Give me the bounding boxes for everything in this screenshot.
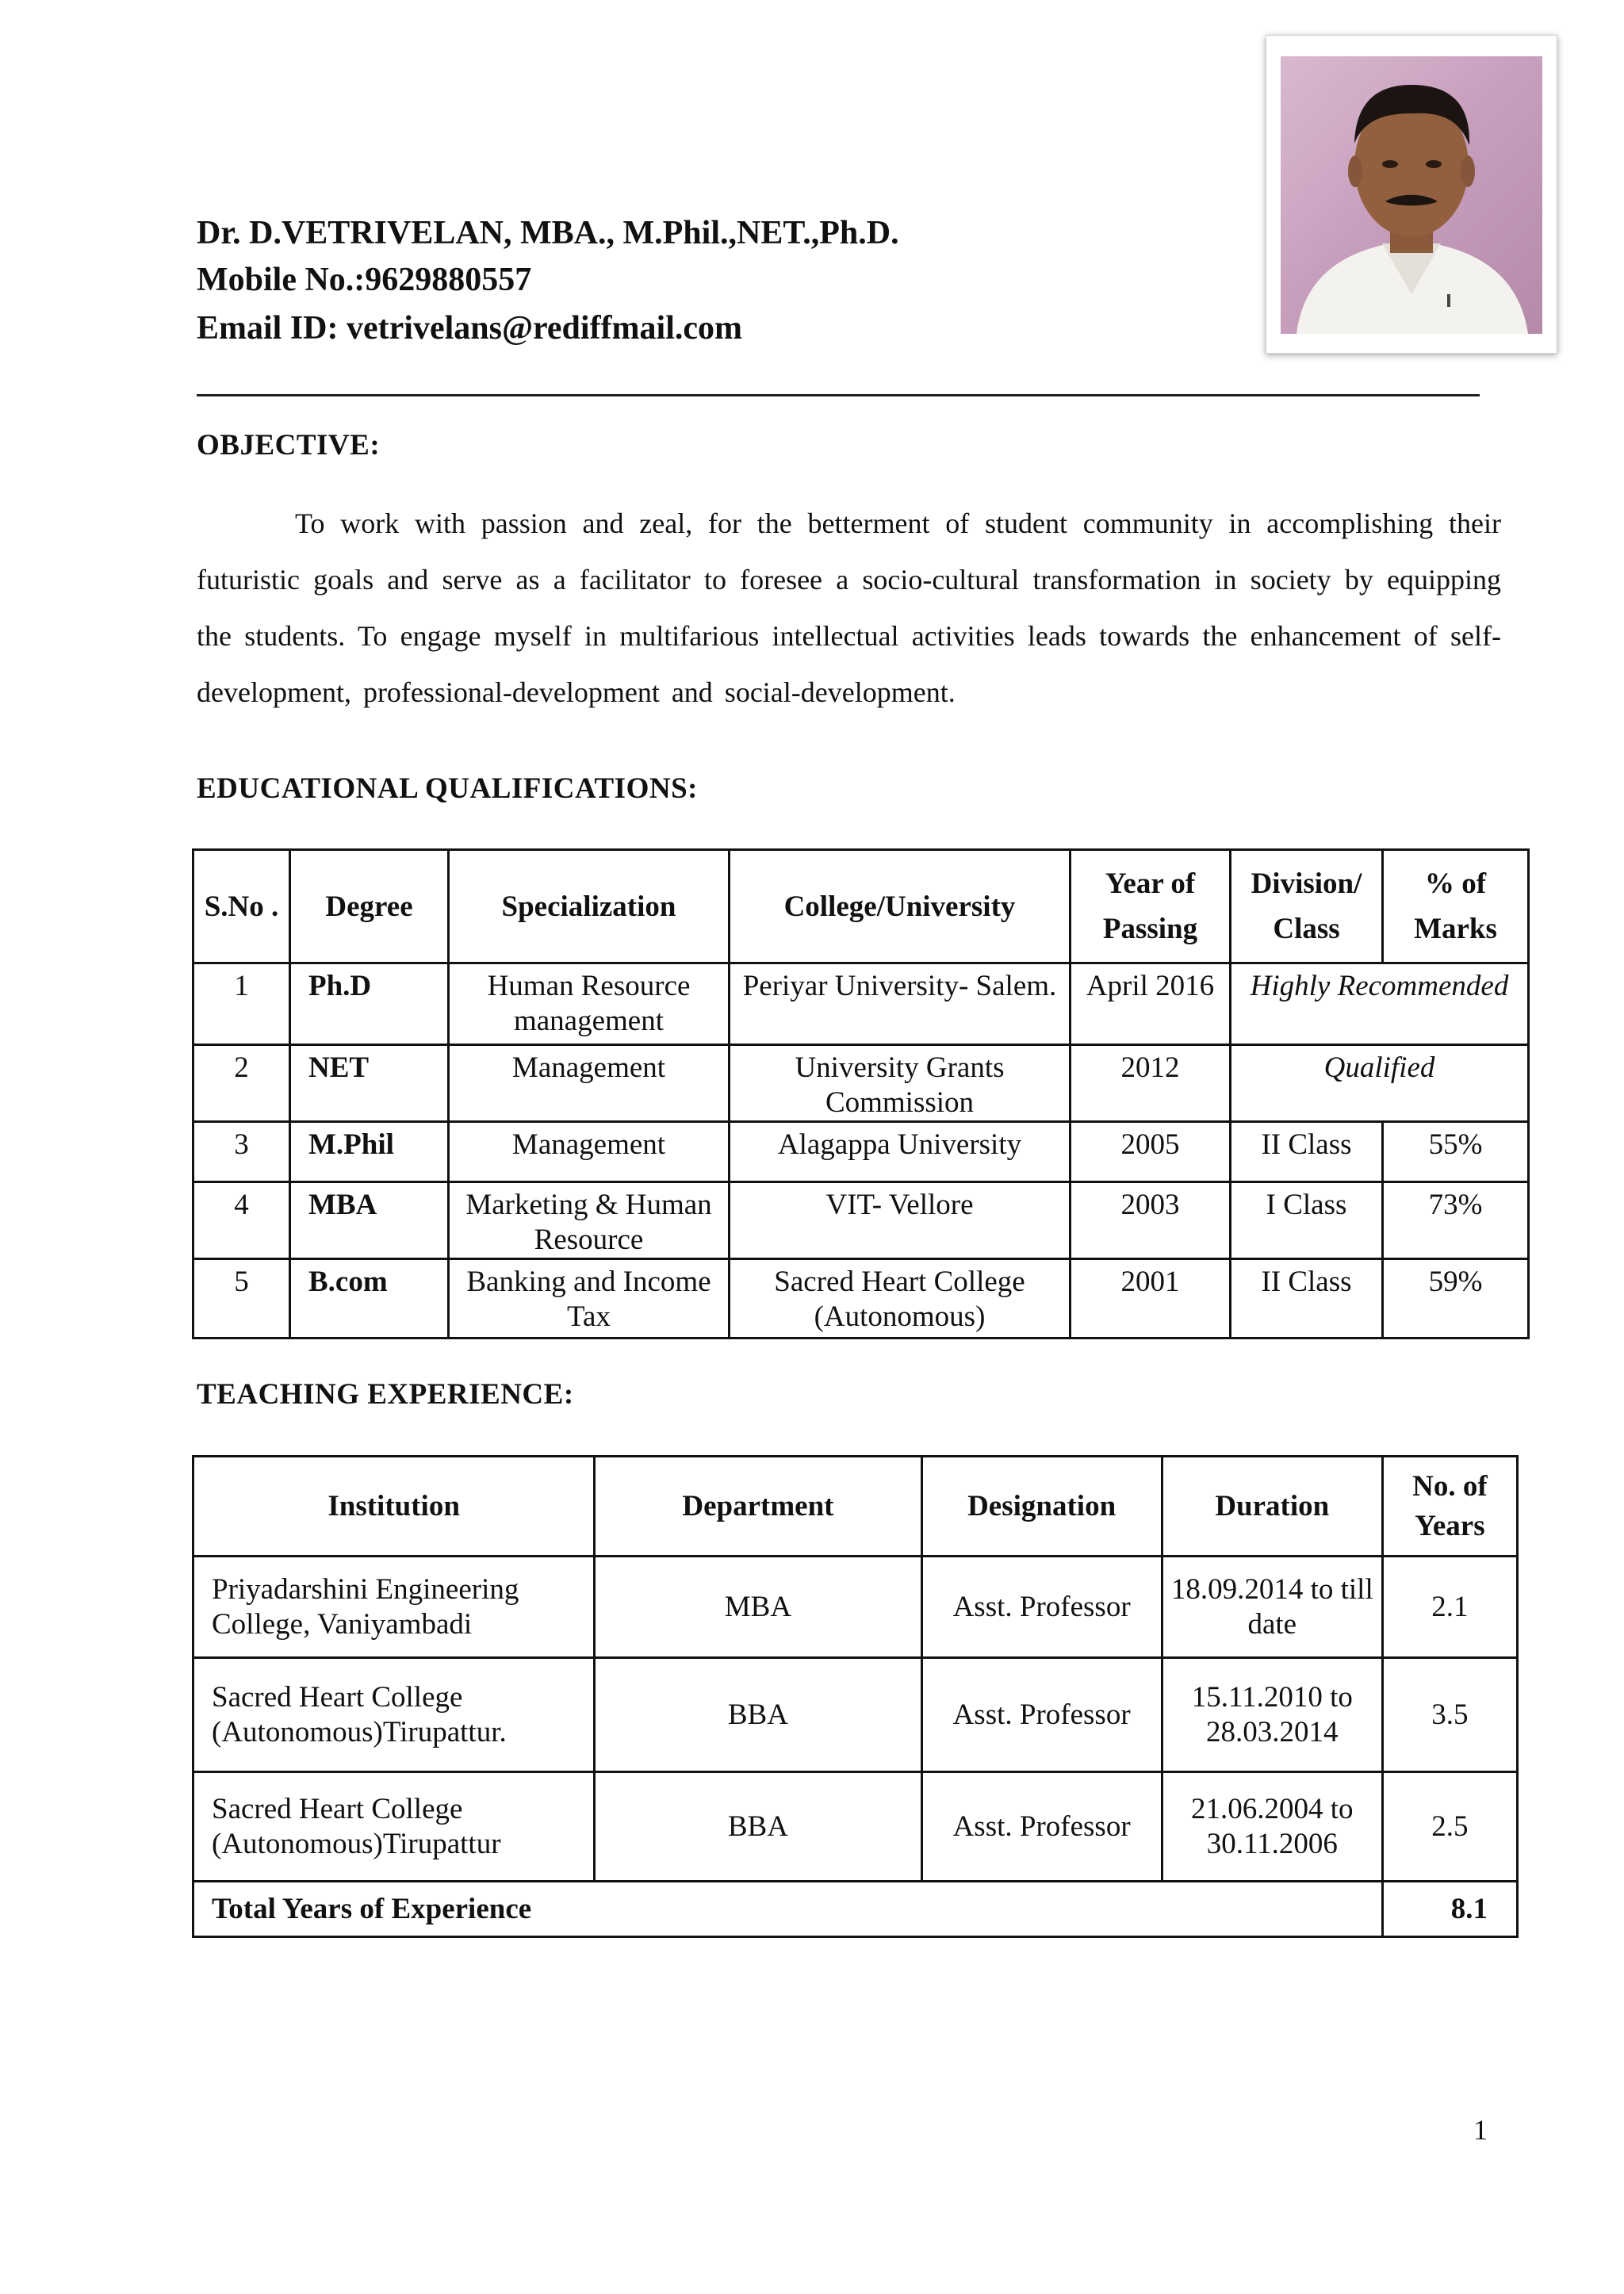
- degree-cell: M.Phil: [290, 1122, 449, 1182]
- college-cell: VIT- Vellore: [730, 1182, 1071, 1259]
- education-heading: EDUCATIONAL QUALIFICATIONS:: [197, 772, 698, 805]
- table-row: [193, 1772, 1518, 1882]
- experience-header-row: [193, 1457, 1518, 1557]
- objective-heading: OBJECTIVE:: [197, 429, 381, 461]
- marks-cell: 73%: [1383, 1182, 1529, 1259]
- col-duration: Duration: [1162, 1457, 1382, 1557]
- college-cell: Alagappa University: [730, 1122, 1071, 1182]
- marks-cell: 59%: [1383, 1259, 1529, 1338]
- sno-cell: 2: [193, 1045, 290, 1122]
- institution-cell: Sacred Heart College (Autonomous)Tirupattur.: [193, 1658, 595, 1772]
- degree-cell: NET: [290, 1045, 449, 1122]
- col-degree: Degree: [290, 850, 449, 963]
- col-specialization: Specialization: [449, 850, 730, 963]
- total-row: [193, 1882, 1518, 1937]
- candidate-name: Dr. D.VETRIVELAN, MBA., M.Phil.,NET.,Ph.D.: [197, 215, 899, 251]
- table-row: [193, 1182, 1529, 1259]
- designation-cell: Asst. Professor: [921, 1658, 1162, 1772]
- degree-cell: Ph.D: [290, 963, 449, 1045]
- col-year: Year of Passing: [1071, 850, 1231, 963]
- col-college: College/University: [730, 850, 1071, 963]
- division-cell: Qualified: [1231, 1045, 1529, 1122]
- division-cell: Highly Recommended: [1231, 963, 1529, 1045]
- college-cell: University Grants Commission: [730, 1045, 1071, 1122]
- mobile-number: Mobile No.:9629880557: [197, 262, 532, 298]
- specialization-cell: Management: [449, 1045, 730, 1122]
- table-row: [193, 1557, 1518, 1658]
- education-header-row: [193, 850, 1529, 963]
- year-cell: 2005: [1071, 1122, 1231, 1182]
- year-cell: 2003: [1071, 1182, 1231, 1259]
- header-divider: [197, 394, 1480, 396]
- year-cell: 2012: [1071, 1045, 1231, 1122]
- sno-cell: 5: [193, 1259, 290, 1338]
- department-cell: BBA: [595, 1658, 921, 1772]
- total-label: Total Years of Experience: [193, 1882, 1383, 1937]
- profile-photo-frame: [1266, 35, 1557, 354]
- degree-cell: B.com: [290, 1259, 449, 1338]
- years-cell: 2.1: [1382, 1557, 1517, 1658]
- page-number: 1: [1473, 2114, 1488, 2146]
- col-marks: % of Marks: [1383, 850, 1529, 963]
- education-table: [192, 848, 1530, 1339]
- duration-cell: 21.06.2004 to 30.11.2006: [1162, 1772, 1382, 1882]
- designation-cell: Asst. Professor: [921, 1772, 1162, 1882]
- total-value: 8.1: [1382, 1882, 1517, 1937]
- college-cell: Periyar University- Salem.: [730, 963, 1071, 1045]
- degree-cell: MBA: [290, 1182, 449, 1259]
- division-cell: II Class: [1231, 1259, 1383, 1338]
- specialization-cell: Banking and Income Tax: [449, 1259, 730, 1338]
- col-sno: S.No .: [193, 850, 290, 963]
- duration-cell: 15.11.2010 to 28.03.2014: [1162, 1658, 1382, 1772]
- col-department: Department: [595, 1457, 921, 1557]
- specialization-cell: Management: [449, 1122, 730, 1182]
- col-division: Division/ Class: [1231, 850, 1383, 963]
- college-cell: Sacred Heart College (Autonomous): [730, 1259, 1071, 1338]
- institution-cell: Priyadarshini Engineering College, Vaniyambadi: [193, 1557, 595, 1658]
- sno-cell: 3: [193, 1122, 290, 1182]
- col-years: No. of Years: [1382, 1457, 1517, 1557]
- col-designation: Designation: [921, 1457, 1162, 1557]
- email-address: Email ID: vetrivelans@rediffmail.com: [197, 310, 742, 347]
- year-cell: April 2016: [1071, 963, 1231, 1045]
- department-cell: MBA: [595, 1557, 921, 1658]
- institution-cell: Sacred Heart College (Autonomous)Tirupattur: [193, 1772, 595, 1882]
- col-institution: Institution: [193, 1457, 595, 1557]
- specialization-cell: Marketing & Human Resource: [449, 1182, 730, 1259]
- table-row: [193, 1122, 1529, 1182]
- years-cell: 2.5: [1382, 1772, 1517, 1882]
- duration-cell: 18.09.2014 to till date: [1162, 1557, 1382, 1658]
- table-row: [193, 1045, 1529, 1122]
- marks-cell: 55%: [1383, 1122, 1529, 1182]
- year-cell: 2001: [1071, 1259, 1231, 1338]
- department-cell: BBA: [595, 1772, 921, 1882]
- years-cell: 3.5: [1382, 1658, 1517, 1772]
- sno-cell: 4: [193, 1182, 290, 1259]
- objective-text: To work with passion and zeal, for the betterment of student community in accomplishing their futuristic goals and serve as a facilitator to foresee a socio-cultural transformation in society by equipping the students. To engage myself in multifarious intellectual activities leads towards the enhancement of self-development, professional-development and social-development.: [197, 507, 1501, 708]
- sno-cell: 1: [193, 963, 290, 1045]
- specialization-cell: Human Resource management: [449, 963, 730, 1045]
- experience-table: [192, 1455, 1519, 1938]
- designation-cell: Asst. Professor: [921, 1557, 1162, 1658]
- division-cell: II Class: [1231, 1122, 1383, 1182]
- experience-heading: TEACHING EXPERIENCE:: [197, 1378, 574, 1411]
- table-row: [193, 963, 1529, 1045]
- table-row: [193, 1658, 1518, 1772]
- profile-photo: [1281, 56, 1542, 334]
- division-cell: I Class: [1231, 1182, 1383, 1259]
- table-row: [193, 1259, 1529, 1338]
